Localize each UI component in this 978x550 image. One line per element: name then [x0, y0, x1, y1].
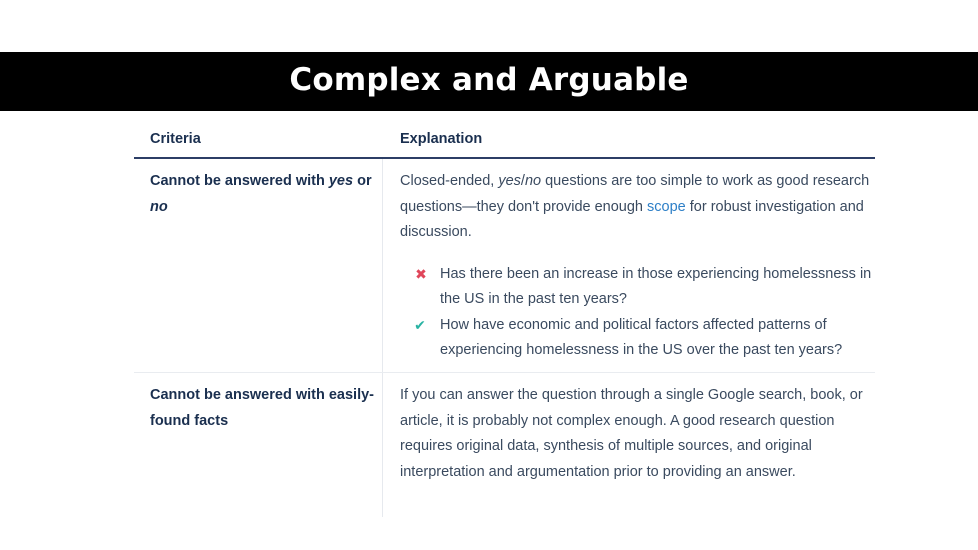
slide-title: Complex and Arguable [289, 61, 689, 98]
check-icon: ✔ [414, 316, 426, 333]
table-row [134, 373, 875, 517]
list-item [400, 313, 875, 364]
good-example-text: How have economic and political factors affected patterns of experiencing homelessness in the US over the past ten years? [440, 316, 843, 358]
criteria-or: or [353, 173, 372, 189]
explanation-mid: questions are too simple to work as good research questions—they don't provide enough [400, 173, 870, 215]
explanation-text [400, 169, 875, 246]
criteria-cell: Cannot be answered with easily-found facts [134, 373, 383, 517]
explanation-no: no [524, 173, 542, 189]
list-item [400, 262, 875, 313]
criteria-yes: yes [328, 173, 354, 189]
explanation-cell: If you can answer the question through a single Google search, book, or article, it is probably not complex enough. A good research question requires original data, synthesis of multiple sources, and original interpretation and argumentation prior to providing an answer. [400, 387, 863, 480]
criteria-cell [134, 159, 383, 372]
header-explanation: Explanation [400, 130, 483, 147]
explanation-yes: yes [498, 173, 521, 189]
table-header-row [134, 120, 875, 159]
scope-link[interactable]: scope [647, 198, 686, 215]
x-icon: ✖ [415, 265, 427, 282]
bad-example-text: Has there been an increase in those experiencing homelessness in the US in the past ten years? [440, 265, 872, 307]
example-list [400, 262, 875, 364]
criteria-no: no [150, 198, 168, 215]
explanation-pre: Closed-ended, [400, 173, 499, 189]
header-criteria: Criteria [150, 130, 201, 147]
criteria-text: Cannot be answered with [150, 173, 329, 189]
criteria-table [134, 120, 875, 517]
explanation-slash: / [520, 173, 525, 189]
table-row [134, 159, 875, 373]
explanation-post: for robust investigation and discussion. [400, 198, 864, 240]
explanation-cell [383, 159, 875, 372]
title-bar [0, 52, 978, 111]
